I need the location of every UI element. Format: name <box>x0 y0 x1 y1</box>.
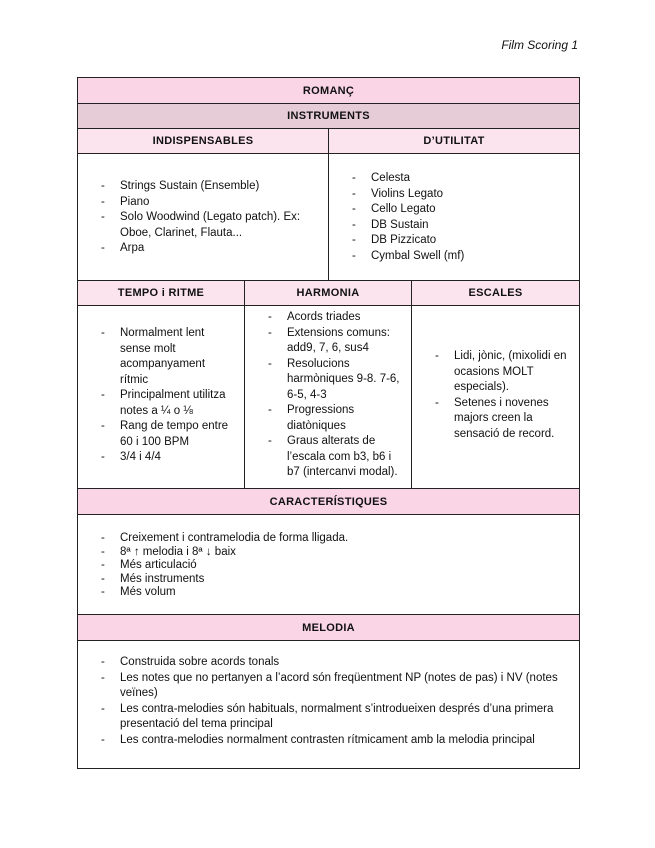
romanc-table <box>77 77 580 769</box>
harmonia-list <box>245 310 403 481</box>
harmonia-cell <box>245 306 412 489</box>
header-note: Film Scoring 1 <box>501 38 578 52</box>
tempo-heading: TEMPO i RITME <box>78 281 245 306</box>
list-item: - Extensions comuns: add9, 7, 6, sus4 <box>245 326 403 357</box>
indispensables-cell <box>78 154 329 281</box>
caracteristiques-cell <box>78 515 580 615</box>
list-item: - Creixement i contramelodia de forma lligada. <box>78 532 571 546</box>
list-item: - Piano <box>78 195 320 211</box>
list-item: - Principalment utilitza notes a ¼ o ⅛ <box>78 388 236 419</box>
list-item: - Progressions diatòniques <box>245 403 403 434</box>
caracteristiques-heading: CARACTERÍSTIQUES <box>78 489 580 515</box>
list-item: - Solo Woodwind (Legato patch). Ex: Oboe, Clarinet, Flauta... <box>78 210 320 241</box>
list-item: - Celesta <box>329 171 571 187</box>
list-item: - Graus alterats de l’escala com b3, b6 i b7 (intercanvi modal). <box>245 434 403 481</box>
list-item: - Més instruments <box>78 573 571 587</box>
list-item: - Resolucions harmòniques 9-8. 7-6, 6-5, 4-3 <box>245 357 403 404</box>
list-item: - Les notes que no pertanyen a l’acord són freqüentment NP (notes de pas) i NV (notes veïnes) <box>78 671 571 702</box>
list-item: - Construida sobre acords tonals <box>78 655 571 671</box>
list-item: - Lidi, jònic, (mixolidi en ocasions MOLT especials). <box>412 349 571 396</box>
table-title: ROMANÇ <box>78 78 580 104</box>
list-item: - 8ª ↑ melodia i 8ª ↓ baix <box>78 546 571 560</box>
escales-list <box>412 349 571 442</box>
list-item: - 3/4 i 4/4 <box>78 450 236 466</box>
utilitat-cell <box>329 154 580 281</box>
list-item: - Setenes i novenes majors creen la sensació de record. <box>412 396 571 443</box>
list-item: - DB Pizzicato <box>329 233 571 249</box>
escales-heading: ESCALES <box>412 281 580 306</box>
instruments-heading: INSTRUMENTS <box>78 104 580 129</box>
list-item: - Més volum <box>78 586 571 600</box>
list-item: - DB Sustain <box>329 218 571 234</box>
indispensables-heading: INDISPENSABLES <box>78 129 329 154</box>
utilitat-list <box>329 171 571 264</box>
list-item: - Arpa <box>78 241 320 257</box>
tempo-cell <box>78 306 245 489</box>
melodia-heading: MELODIA <box>78 615 580 641</box>
utilitat-heading: D’UTILITAT <box>329 129 580 154</box>
caracteristiques-list <box>78 532 571 600</box>
list-item: - Més articulació <box>78 559 571 573</box>
list-item: - Les contra-melodies normalment contrasten rítmicament amb la melodia principal <box>78 733 571 749</box>
melodia-list <box>78 655 571 748</box>
list-item: - Normalment lent sense molt acompanyament rítmic <box>78 326 236 388</box>
indispensables-list <box>78 179 320 257</box>
harmonia-heading: HARMONIA <box>245 281 412 306</box>
list-item: - Les contra-melodies són habituals, normalment s’introdueixen després d’una primera presentació del tema principal <box>78 702 571 733</box>
list-item: - Strings Sustain (Ensemble) <box>78 179 320 195</box>
list-item: - Acords triades <box>245 310 403 326</box>
list-item: - Rang de tempo entre 60 i 100 BPM <box>78 419 236 450</box>
escales-cell <box>412 306 580 489</box>
list-item: - Cello Legato <box>329 202 571 218</box>
list-item: - Violins Legato <box>329 187 571 203</box>
list-item: - Cymbal Swell (mf) <box>329 249 571 265</box>
melodia-cell <box>78 641 580 769</box>
tempo-list <box>78 326 236 466</box>
